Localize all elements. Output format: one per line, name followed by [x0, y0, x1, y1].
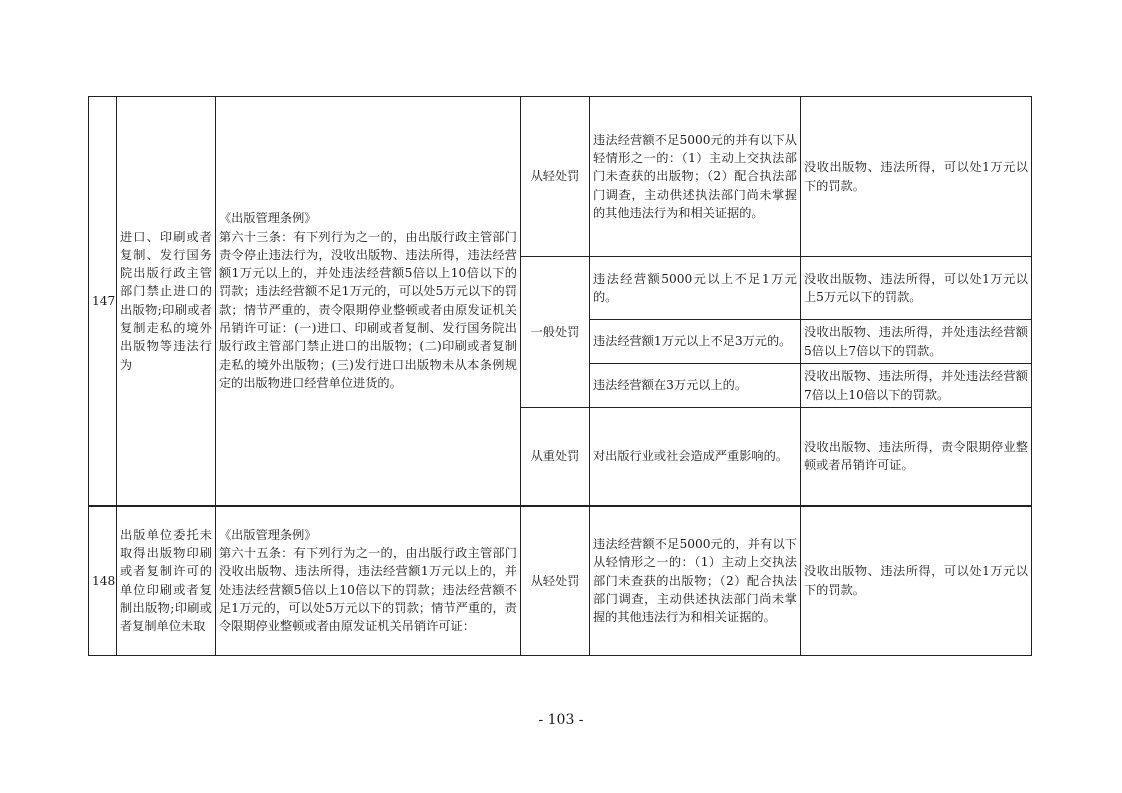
circumstance-cell: 违法经营额1万元以上不足3万元的。 [590, 320, 801, 364]
item-number: 147 [89, 97, 117, 506]
table-row [89, 97, 1032, 257]
table-row [89, 506, 1032, 656]
penalty-cell: 没收出版物、违法所得，并处违法经营额7倍以上10倍以下的罚款。 [801, 364, 1032, 408]
circumstance-cell: 违法经营额5000元以上不足1万元的。 [590, 257, 801, 320]
penalty-standards-table [88, 96, 1032, 656]
circumstance-cell: 违法经营额不足5000元的，并有以下从轻情形之一的：（1）主动上交执法部门未查获的出版物；（2）配合执法部门调查，主动供述执法部门尚未掌握的其他违法行为和相关证据的。 [590, 506, 801, 656]
discretion-level: 一般处罚 [521, 257, 590, 408]
discretion-level: 从轻处罚 [521, 97, 590, 257]
discretion-level: 从轻处罚 [521, 506, 590, 656]
discretion-level: 从重处罚 [521, 408, 590, 506]
item-number: 148 [89, 506, 117, 656]
penalty-cell: 没收出版物、违法所得，可以处1万元以下的罚款。 [801, 97, 1032, 257]
penalty-cell: 没收出版物、违法所得，可以处1万元以上5万元以下的罚款。 [801, 257, 1032, 320]
legal-basis-text: 《出版管理条例》 第六十五条：有下列行为之一的，由出版行政主管部门没收出版物、违法所得，违法经营额1万元以上的，并处违法经营额5倍以上10倍以下的罚款；违法经营额不足1万元的，可以处5万元以下的罚款；情节严重的，责令限期停业整顿或者由原发证机关吊销许可证： [219, 527, 517, 634]
penalty-cell: 没收出版物、违法所得，可以处1万元以下的罚款。 [801, 506, 1032, 656]
legal-basis [216, 506, 521, 656]
circumstance-cell: 违法经营额不足5000元的并有以下从轻情形之一的：（1）主动上交执法部门未查获的出版物；（2）配合执法部门调查，主动供述执法部门尚未掌握的其他违法行为和相关证据的。 [590, 97, 801, 257]
circumstance-cell: 对出版行业或社会造成严重影响的。 [590, 408, 801, 506]
legal-basis-text: 《出版管理条例》 第六十三条：有下列行为之一的，由出版行政主管部门责令停止违法行为，没收出版物、违法所得，违法经营额1万元以上的，并处违法经营额5倍以上10倍以下的罚款；违法经营额不足1万元的，可以处5万元以下的罚款；情节严重的，责令限期停业整顿或者由原发证机关吊销许可证：(一)进口、印刷或者复制、发行国务院出版行政主管部门禁止进口的出版物；(二)印刷或者复制走私的境外出版物；(三)发行进口出版物未从本条例规定的出版物进口经营单位进货的。 [219, 211, 517, 390]
penalty-cell: 没收出版物、违法所得，并处违法经营额5倍以上7倍以下的罚款。 [801, 320, 1032, 364]
penalty-cell: 没收出版物、违法所得，责令限期停业整顿或者吊销许可证。 [801, 408, 1032, 506]
page-number: - 103 - [538, 712, 584, 728]
violation-description: 进口、印刷或者复制、发行国务院出版行政主管部门禁止进口的出版物;印刷或者复制走私的境外出版物等违法行为 [117, 97, 216, 506]
circumstance-cell: 违法经营额在3万元以上的。 [590, 364, 801, 408]
legal-basis [216, 97, 521, 506]
violation-description: 出版单位委托未取得出版物印刷或者复制许可的单位印刷或者复制出版物;印刷或者复制单位未取 [117, 506, 216, 656]
